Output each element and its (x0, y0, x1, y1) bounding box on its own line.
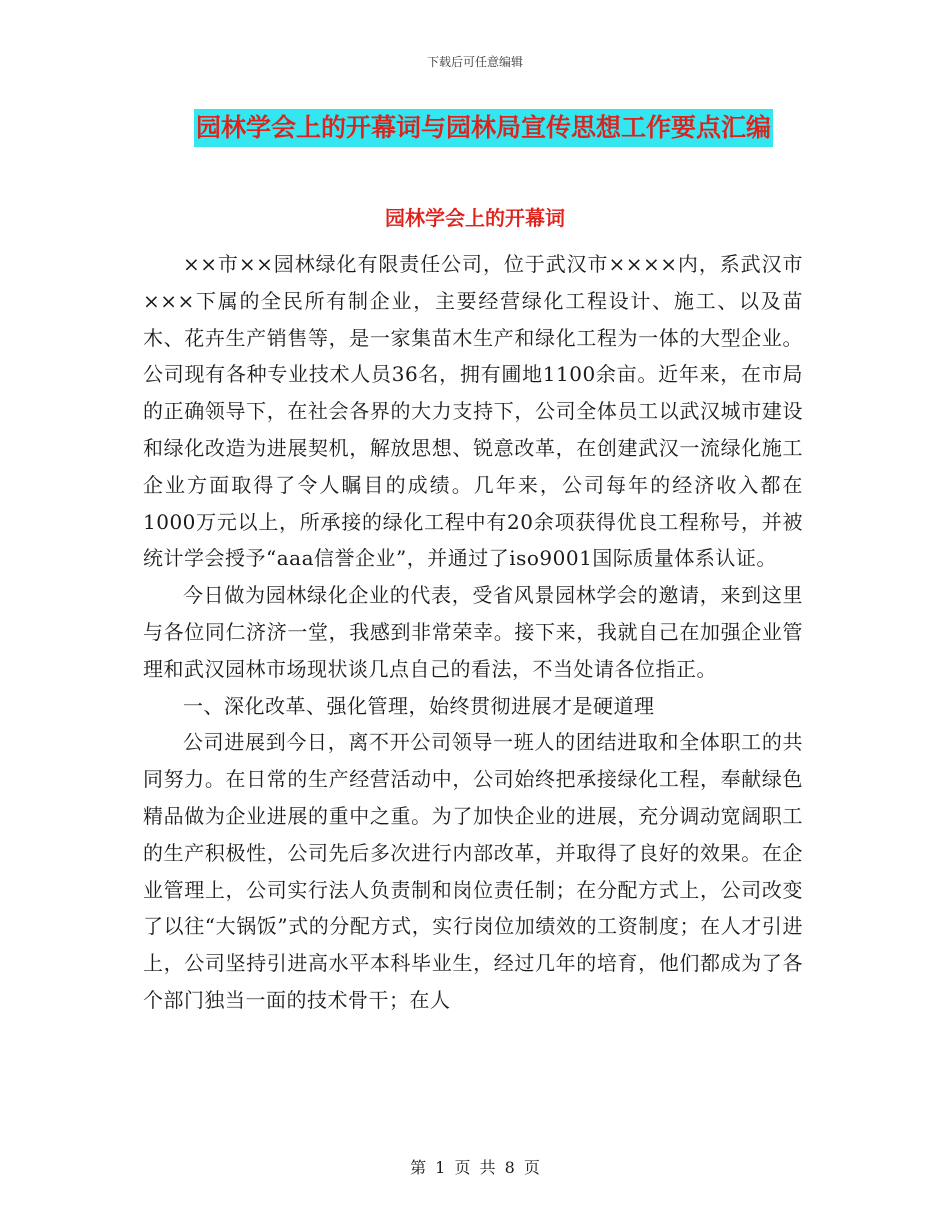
page-header-note: 下载后可任意编辑 (426, 55, 523, 69)
page-footer: 第 1 页 共 8 页 (410, 1158, 540, 1177)
body-heading: 一、深化改革、强化管理，始终贯彻进展才是硬道理 (183, 693, 655, 718)
document-body (143, 246, 803, 1019)
body-paragraph: 今日做为园林绿化企业的代表，受省风景园林学会的邀请，来到这里与各位同仁济济一堂，我感到非常荣幸。接下来，我就自己在加强企业管理和武汉园林市场现状谈几点自己的看法，不当处请各位指正。 (143, 583, 803, 681)
body-paragraph: ××市××园林绿化有限责任公司，位于武汉市××××内，系武汉市×××下属的全民所有制企业，主要经营绿化工程设计、施工、以及苗木、花卉生产销售等，是一家集苗木生产和绿化工程为一体的大型企业。公司现有各种专业技术人员36名，拥有圃地1100余亩。近年来，在市局的正确领导下，在社会各界的大力支持下，公司全体员工以武汉城市建设和绿化改造为进展契机，解放思想、锐意改革，在创建武汉一流绿化施工企业方面取得了令人瞩目的成绩。几年来，公司每年的经济收入都在1000万元以上，所承接的绿化工程中有20余项获得优良工程称号，并被统计学会授予“aaa信誉企业”，并通过了iso9001国际质量体系认证。 (143, 252, 803, 571)
document-title: 园林学会上的开幕词与园林局宣传思想工作要点汇编 (194, 109, 773, 147)
body-paragraph: 公司进展到今日，离不开公司领导一班人的团结进取和全体职工的共同努力。在日常的生产经营活动中，公司始终把承接绿化工程，奉献绿色精品做为企业进展的重中之重。为了加快企业的进展，充分调动宽阔职工的生产积极性，公司先后多次进行内部改革，并取得了良好的效果。在企业管理上，公司实行法人负责制和岗位责任制；在分配方式上，公司改变了以往“大锅饭”式的分配方式，实行岗位加绩效的工资制度；在人才引进上，公司坚持引进高水平本科毕业生，经过几年的培育，他们都成为了各个部门独当一面的技术骨干；在人 (143, 730, 803, 1012)
section-title: 园林学会上的开幕词 (385, 206, 565, 230)
